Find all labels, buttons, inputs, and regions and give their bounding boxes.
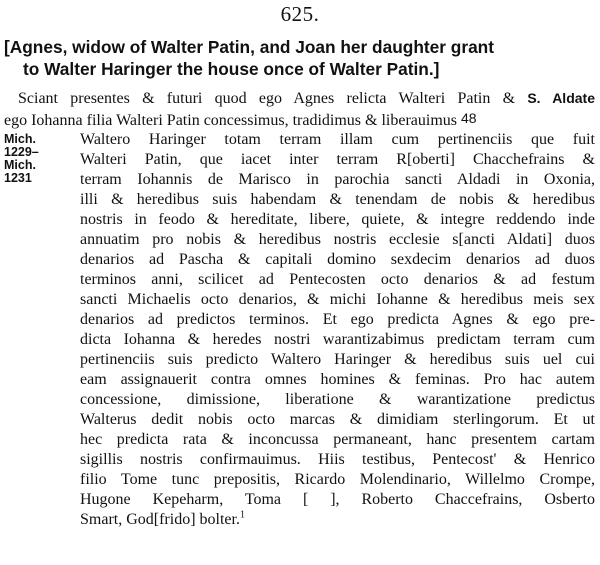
margin-date-line-2: 1229–	[4, 145, 39, 159]
margin-date-line-1: Mich.	[4, 132, 36, 146]
text-line-12: denarios ad predictos terminos. Et ego predicta Agnes & ego pre-	[80, 311, 595, 328]
charter-heading	[4, 36, 596, 80]
page-number: 625.	[280, 2, 320, 26]
margin-date-line-3: Mich.	[4, 158, 36, 172]
text-line-16: concessione, dimissione, liberatione & warantizatione predictus	[80, 391, 595, 408]
text-line-19: sigillis nostris confirmauimus. Hiis testibus, Pentecost' & Henrico	[80, 451, 595, 468]
text-line-1-main: Sciant presentes & futuri quod ego Agnes relicta Walteri Patin &	[18, 90, 528, 107]
heading-line-1: [Agnes, widow of Walter Patin, and Joan her daughter grant	[4, 37, 494, 57]
text-line-13: dicta Iohanna & heredes nostri warantizabimus predictam terram cum	[80, 331, 595, 348]
text-line-4: Walteri Patin, que iacet inter terram R[oberti] Chacchefrains &	[80, 151, 595, 168]
text-line-22-main: Smart, God[frido] bolter.	[80, 511, 240, 528]
text-line-2	[4, 108, 595, 131]
heading-line-2: to Walter Haringer the house once of Walter Patin.]	[23, 59, 440, 79]
text-line-3: Waltero Haringer totam terram illam cum pertinenciis que fuit	[80, 131, 595, 148]
text-line-15: eam assignauerit contra omnes homines & feminas. Pro hac autem	[80, 371, 595, 388]
text-line-14: pertinenciis suis predicto Waltero Haringer & heredibus suis uel cui	[80, 351, 595, 368]
text-line-7: nostris in feodo & hereditate, libere, quiete, & integre reddendo inde	[80, 211, 595, 228]
text-line-22	[80, 510, 245, 530]
text-line-5: terram Iohannis de Marisco in parochia sancti Aldadi in Oxonia,	[80, 171, 595, 188]
text-line-18: hec predicta rata & inconcussa permaneant, hanc presentem cartam	[80, 431, 595, 448]
margin-date-note	[4, 133, 39, 185]
text-line-1	[18, 88, 595, 109]
footnote-marker: 1	[239, 509, 245, 521]
margin-parish-label: S. Aldate	[527, 90, 595, 106]
text-line-10: terminos anni, scilicet ad Pentecosten octo denarios & ad festum	[80, 271, 595, 288]
text-line-9: denarios ad Pascha & capitali domino sexdecim denarios ad duos	[80, 251, 595, 268]
text-line-21: Hugone Kepeharm, Toma [ ], Roberto Chaccefrains, Osberto	[80, 491, 595, 508]
margin-date-line-4: 1231	[4, 171, 32, 185]
text-line-20: filio Tome tunc prepositis, Ricardo Molendinario, Willelmo Crompe,	[80, 471, 595, 488]
charter-number: 48	[460, 110, 477, 126]
text-line-6: illi & heredibus suis habendam & tenendam de nobis & heredibus	[80, 191, 595, 208]
text-line-11: sancti Michaelis octo denarios, & michi Iohanne & heredibus meis sex	[80, 291, 595, 308]
text-line-2-main: ego Iohanna filia Walteri Patin concessimus, tradidimus & liberauimus	[4, 112, 457, 129]
text-line-17: Walterus dedit nobis octo marcas & dimidiam sterlingorum. Et ut	[80, 411, 595, 428]
text-line-8: annuatim pro nobis & heredibus nostris ecclesie s[ancti Aldati] duos	[80, 231, 595, 248]
